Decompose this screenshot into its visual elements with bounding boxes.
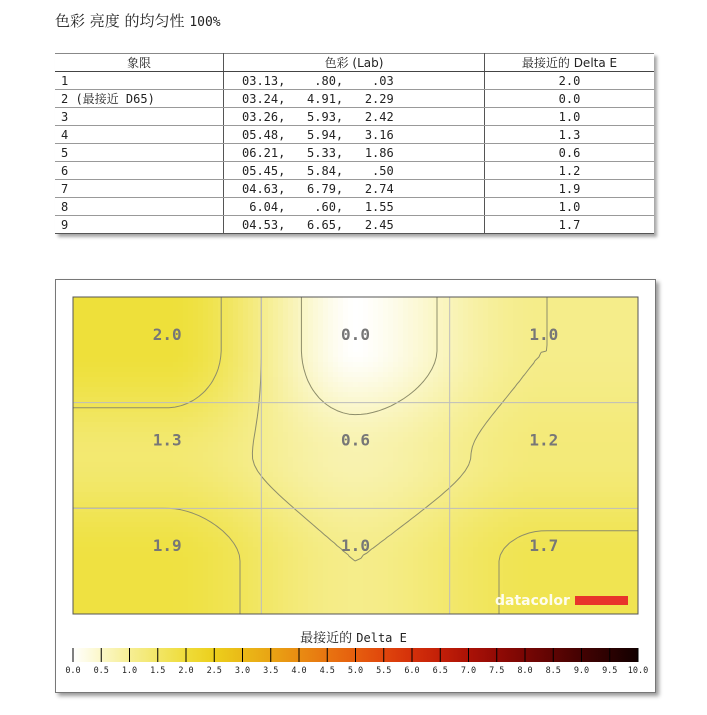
legend-tick-label: 7.0	[460, 666, 477, 676]
delta-cell: 1.3	[485, 126, 655, 144]
legend-tick-label: 0.0	[65, 666, 81, 676]
legend-tick-label: 8.5	[545, 666, 561, 676]
cell-label: 1.9	[152, 536, 182, 556]
header-delta: 最接近的 Delta E	[485, 54, 655, 72]
quadrant-cell: 3	[55, 108, 224, 126]
cell-label: 0.0	[341, 324, 370, 344]
quadrant-cell: 1	[55, 72, 224, 90]
legend-tick-label: 4.5	[319, 666, 335, 676]
lab-cell: 03.24, 4.91, 2.29	[224, 90, 485, 108]
quadrant-cell: 2 (最接近 D65)	[55, 90, 224, 108]
quadrant-cell: 7	[55, 180, 224, 198]
legend-tick-label: 10.0	[627, 666, 649, 676]
title-text: 色彩 亮度 的均匀性	[55, 12, 185, 30]
delta-cell: 1.2	[485, 162, 655, 180]
delta-cell: 1.9	[485, 180, 655, 198]
cell-label: 1.0	[529, 324, 559, 344]
legend-title-prefix: 最接近的	[300, 631, 353, 646]
delta-cell: 0.0	[485, 90, 655, 108]
delta-cell: 2.0	[485, 72, 655, 90]
quadrant-cell: 6	[55, 162, 224, 180]
legend-tick-label: 2.5	[206, 666, 222, 676]
legend-tick-label: 3.5	[263, 666, 279, 676]
delta-cell: 0.6	[485, 144, 655, 162]
lab-cell: 05.45, 5.84, .50	[224, 162, 485, 180]
lab-cell: 03.26, 5.93, 2.42	[224, 108, 485, 126]
legend-tick-label: 5.0	[347, 666, 364, 676]
delta-cell: 1.0	[485, 108, 655, 126]
legend-tick-label: 1.0	[121, 666, 138, 676]
cell-label: 1.0	[341, 536, 370, 556]
legend-tick-label: 1.5	[150, 666, 166, 676]
delta-cell: 1.0	[485, 198, 655, 216]
quadrant-cell: 5	[55, 144, 224, 162]
delta-cell: 1.7	[485, 216, 655, 234]
cell-label: 1.7	[529, 536, 559, 556]
legend-tick-label: 4.0	[291, 666, 307, 676]
legend-tick-label: 0.5	[93, 666, 109, 676]
cell-label: 0.6	[341, 430, 370, 450]
lab-cell: 04.53, 6.65, 2.45	[224, 216, 485, 234]
header-quadrant: 象限	[55, 54, 224, 72]
cell-label: 1.3	[152, 430, 182, 450]
cell-label: 1.2	[529, 430, 559, 450]
legend-tick-label: 8.0	[517, 666, 533, 676]
lab-cell: 03.13, .80, .03	[224, 72, 485, 90]
color-scale-legend	[65, 648, 648, 676]
legend-tick-label: 5.5	[376, 666, 392, 676]
legend-tick-label: 3.0	[234, 666, 251, 676]
quadrant-cell: 8	[55, 198, 224, 216]
legend-tick-label: 6.0	[404, 666, 420, 676]
quadrant-cell: 4	[55, 126, 224, 144]
header-color: 色彩 (Lab)	[224, 54, 485, 72]
legend-tick-label: 6.5	[432, 666, 448, 676]
lab-cell: 05.48, 5.94, 3.16	[224, 126, 485, 144]
heat-surface	[73, 297, 639, 618]
lab-cell: 04.63, 6.79, 2.74	[224, 180, 485, 198]
lab-cell: 6.04, .60, 1.55	[224, 198, 485, 216]
legend-title	[0, 627, 707, 646]
logo-bar	[575, 596, 628, 605]
quadrant-cell: 9	[55, 216, 224, 234]
legend-tick-label: 9.5	[602, 666, 618, 676]
title-percent: 100%	[189, 15, 221, 30]
lab-cell: 06.21, 5.33, 1.86	[224, 144, 485, 162]
legend-tick-label: 7.5	[489, 666, 505, 676]
legend-tick-label: 9.0	[573, 666, 590, 676]
cell-label: 2.0	[152, 324, 182, 344]
logo-text: datacolor	[495, 593, 570, 609]
legend-tick-label: 2.0	[178, 666, 194, 676]
legend-title-suffix: Delta E	[356, 631, 407, 645]
